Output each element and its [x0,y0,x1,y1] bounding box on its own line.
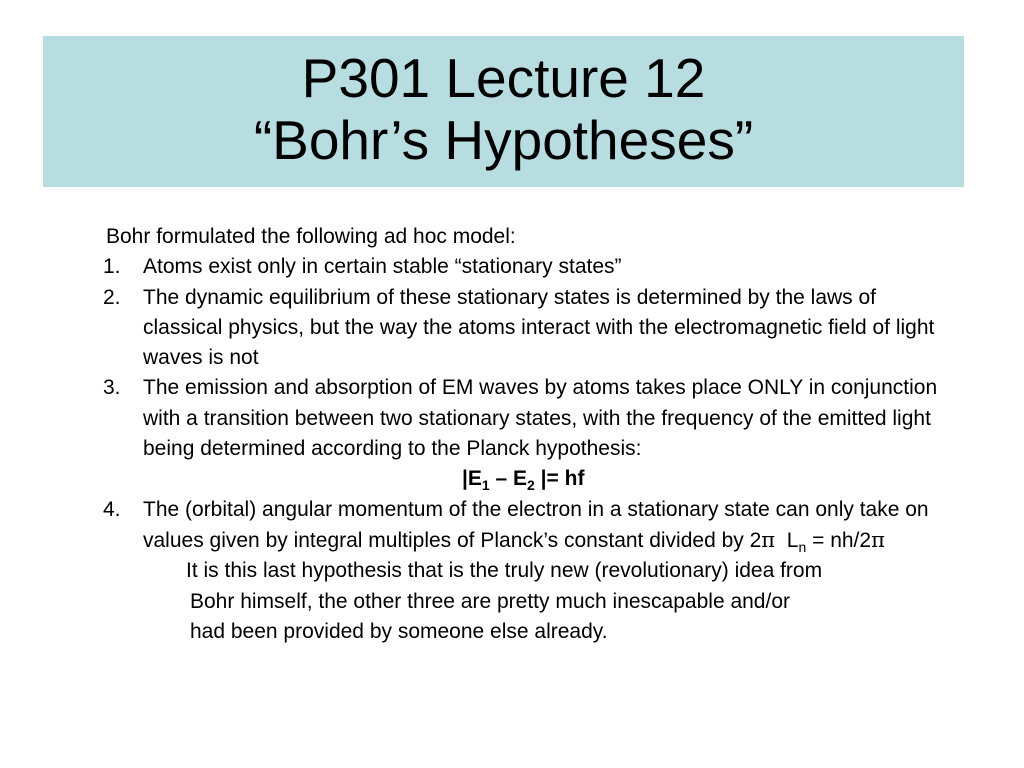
note-text: It is this last hypothesis that is the truly new (revolutionary) idea from Bohr himself, the other three are pretty much inescapable and/or had been provided by someone else already. [186,559,823,643]
list-item-text: Atoms exist only in certain stable “stationary states” [143,255,622,279]
formula-subscript: 1 [481,477,490,494]
list-number: 1. [103,255,121,279]
title-banner [43,36,964,187]
list-item-1 [103,252,946,282]
list-item-3 [103,373,946,464]
intro-text: Bohr formulated the following ad hoc model: [106,225,516,248]
slide-body [103,222,946,647]
formula-part: |E [462,467,482,491]
list-item-text: The dynamic equilibrium of these stationary states is determined by the laws of classical physics, but the way the atoms interact with the electromagnetic field of light waves is not [143,285,935,370]
angular-momentum-formula [775,527,885,556]
pi-symbol: π [761,527,776,552]
list-item-2 [103,283,946,374]
formula-part: – E [489,467,528,491]
closing-note [106,556,946,647]
planck-formula [106,464,946,494]
list-number: 4. [103,497,121,521]
formula-subscript: 2 [527,477,535,494]
list-item-text-part: The (orbital) angular momentum of the electron in a stationary state can only take on values given by integral multiples of Planck’s constant divided by 2 [143,497,929,552]
list-number: 2. [103,285,121,309]
formula-part: |= hf [534,467,585,491]
list-number: 3. [103,376,121,400]
formula-text [106,464,946,494]
pi-symbol: π [871,527,885,552]
slide-title-line-1: P301 Lecture 12 [301,47,706,109]
formula-part: = nh/2 [806,528,872,552]
slide-title-line-2: “Bohr’s Hypotheses” [253,109,754,171]
formula-subscript: n [798,539,807,556]
list-item-text: The emission and absorption of EM waves by atoms takes place ONLY in conjunction with a transition between two stationary states, with the frequency of the emitted light being determined according to the Planck hypothesis: [143,376,938,461]
list-item-4 [103,495,946,557]
list-item-text [106,495,946,557]
formula-part: L [786,528,799,552]
